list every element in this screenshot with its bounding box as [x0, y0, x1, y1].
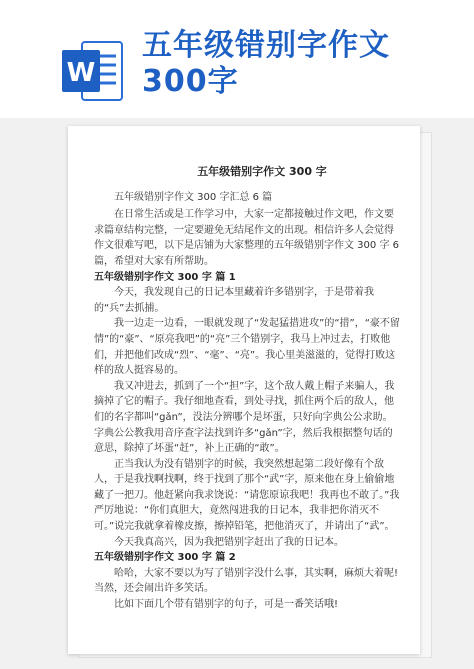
document-subtitle: 五年级错别字作文 300 字汇总 6 篇 — [114, 191, 273, 203]
banner-title-line2: 300字 — [142, 64, 239, 99]
paragraph: 哈哈，大家不要以为写了错别字没什么事，其实啊，麻烦大着呢!当然，还会闹出许多笑话。 — [94, 567, 399, 595]
paragraph: 正当我认为没有错别字的时候，我突然想起第二段好像有个敌人，于是我找啊找啊，终于找到了那个“武”字，原来他在身上偷偷地藏了一把刀。他赶紧向我求饶说：“请您原谅我吧！我再也不敢了。”我严厉地说：“你们真胆大，竟然闯进我的日记本，我非把你消灭不可。”说完我就拿着橡皮擦，擦掉铅笔，把他消灭了，并请出了“武”。 — [94, 458, 400, 533]
paragraph: 今天我真高兴，因为我把错别字赶出了我的日记本。 — [114, 536, 344, 548]
banner-title-line1: 五年级错别字作文 — [142, 28, 390, 63]
paragraph: 比如下面几个带有错别字的句子，可是一番笑话哦! — [114, 599, 339, 611]
document-page — [68, 126, 420, 654]
paragraph: 今天，我发现自己的日记本里藏着许多错别字，于是带着我的“兵”去抓捕。 — [94, 287, 374, 314]
paragraph: 我一边走一边看，一眼就发现了“发起猛措进攻”的“措”，“豪不留情”的“豪”、“原亮我吧”的“亮”三个错别字，我马上冲过去，打败他们，并把他们改成“烈”、“毫”、“亮”。我心里美滋滋的，觉得打败这样的敌人挺容易的。 — [94, 318, 400, 377]
paragraph: 我又冲进去，抓到了一个“担”字，这个敌人戴上帽子来骗人，我摘掉了它的帽子。我仔细地查看，到处寻找，抓住两个后的敌人，他们的名字都叫“gǎn”，没法分辨哪个是坏蛋，只好向字典公公求助。字典公公教我用音序查字法找到许多“gǎn”字，然后我根据整句话的意思，除掉了坏蛋“赶”，补上正确的“敢”。 — [94, 380, 395, 455]
intro-paragraph: 在日常生活或是工作学习中，大家一定都接触过作文吧，作文要求篇章结构完整，一定要避免无结尾作文的出现。相信许多人会觉得作文很难写吧，以下是店铺为大家整理的五年级错别字作文 300 字 6 篇，希望对大家有所帮助。 — [94, 209, 399, 267]
section-heading: 五年级错别字作文 300 字 篇 2 — [94, 552, 236, 564]
word-icon-letter: W — [66, 58, 96, 88]
banner-title — [142, 28, 462, 100]
document-body — [94, 126, 400, 613]
header-banner — [0, 0, 474, 118]
document-title: 五年级错别字作文 300 字 — [197, 165, 327, 178]
document-preview-area — [0, 118, 474, 669]
section-heading: 五年级错别字作文 300 字 篇 1 — [94, 271, 236, 283]
word-doc-icon — [62, 40, 124, 102]
